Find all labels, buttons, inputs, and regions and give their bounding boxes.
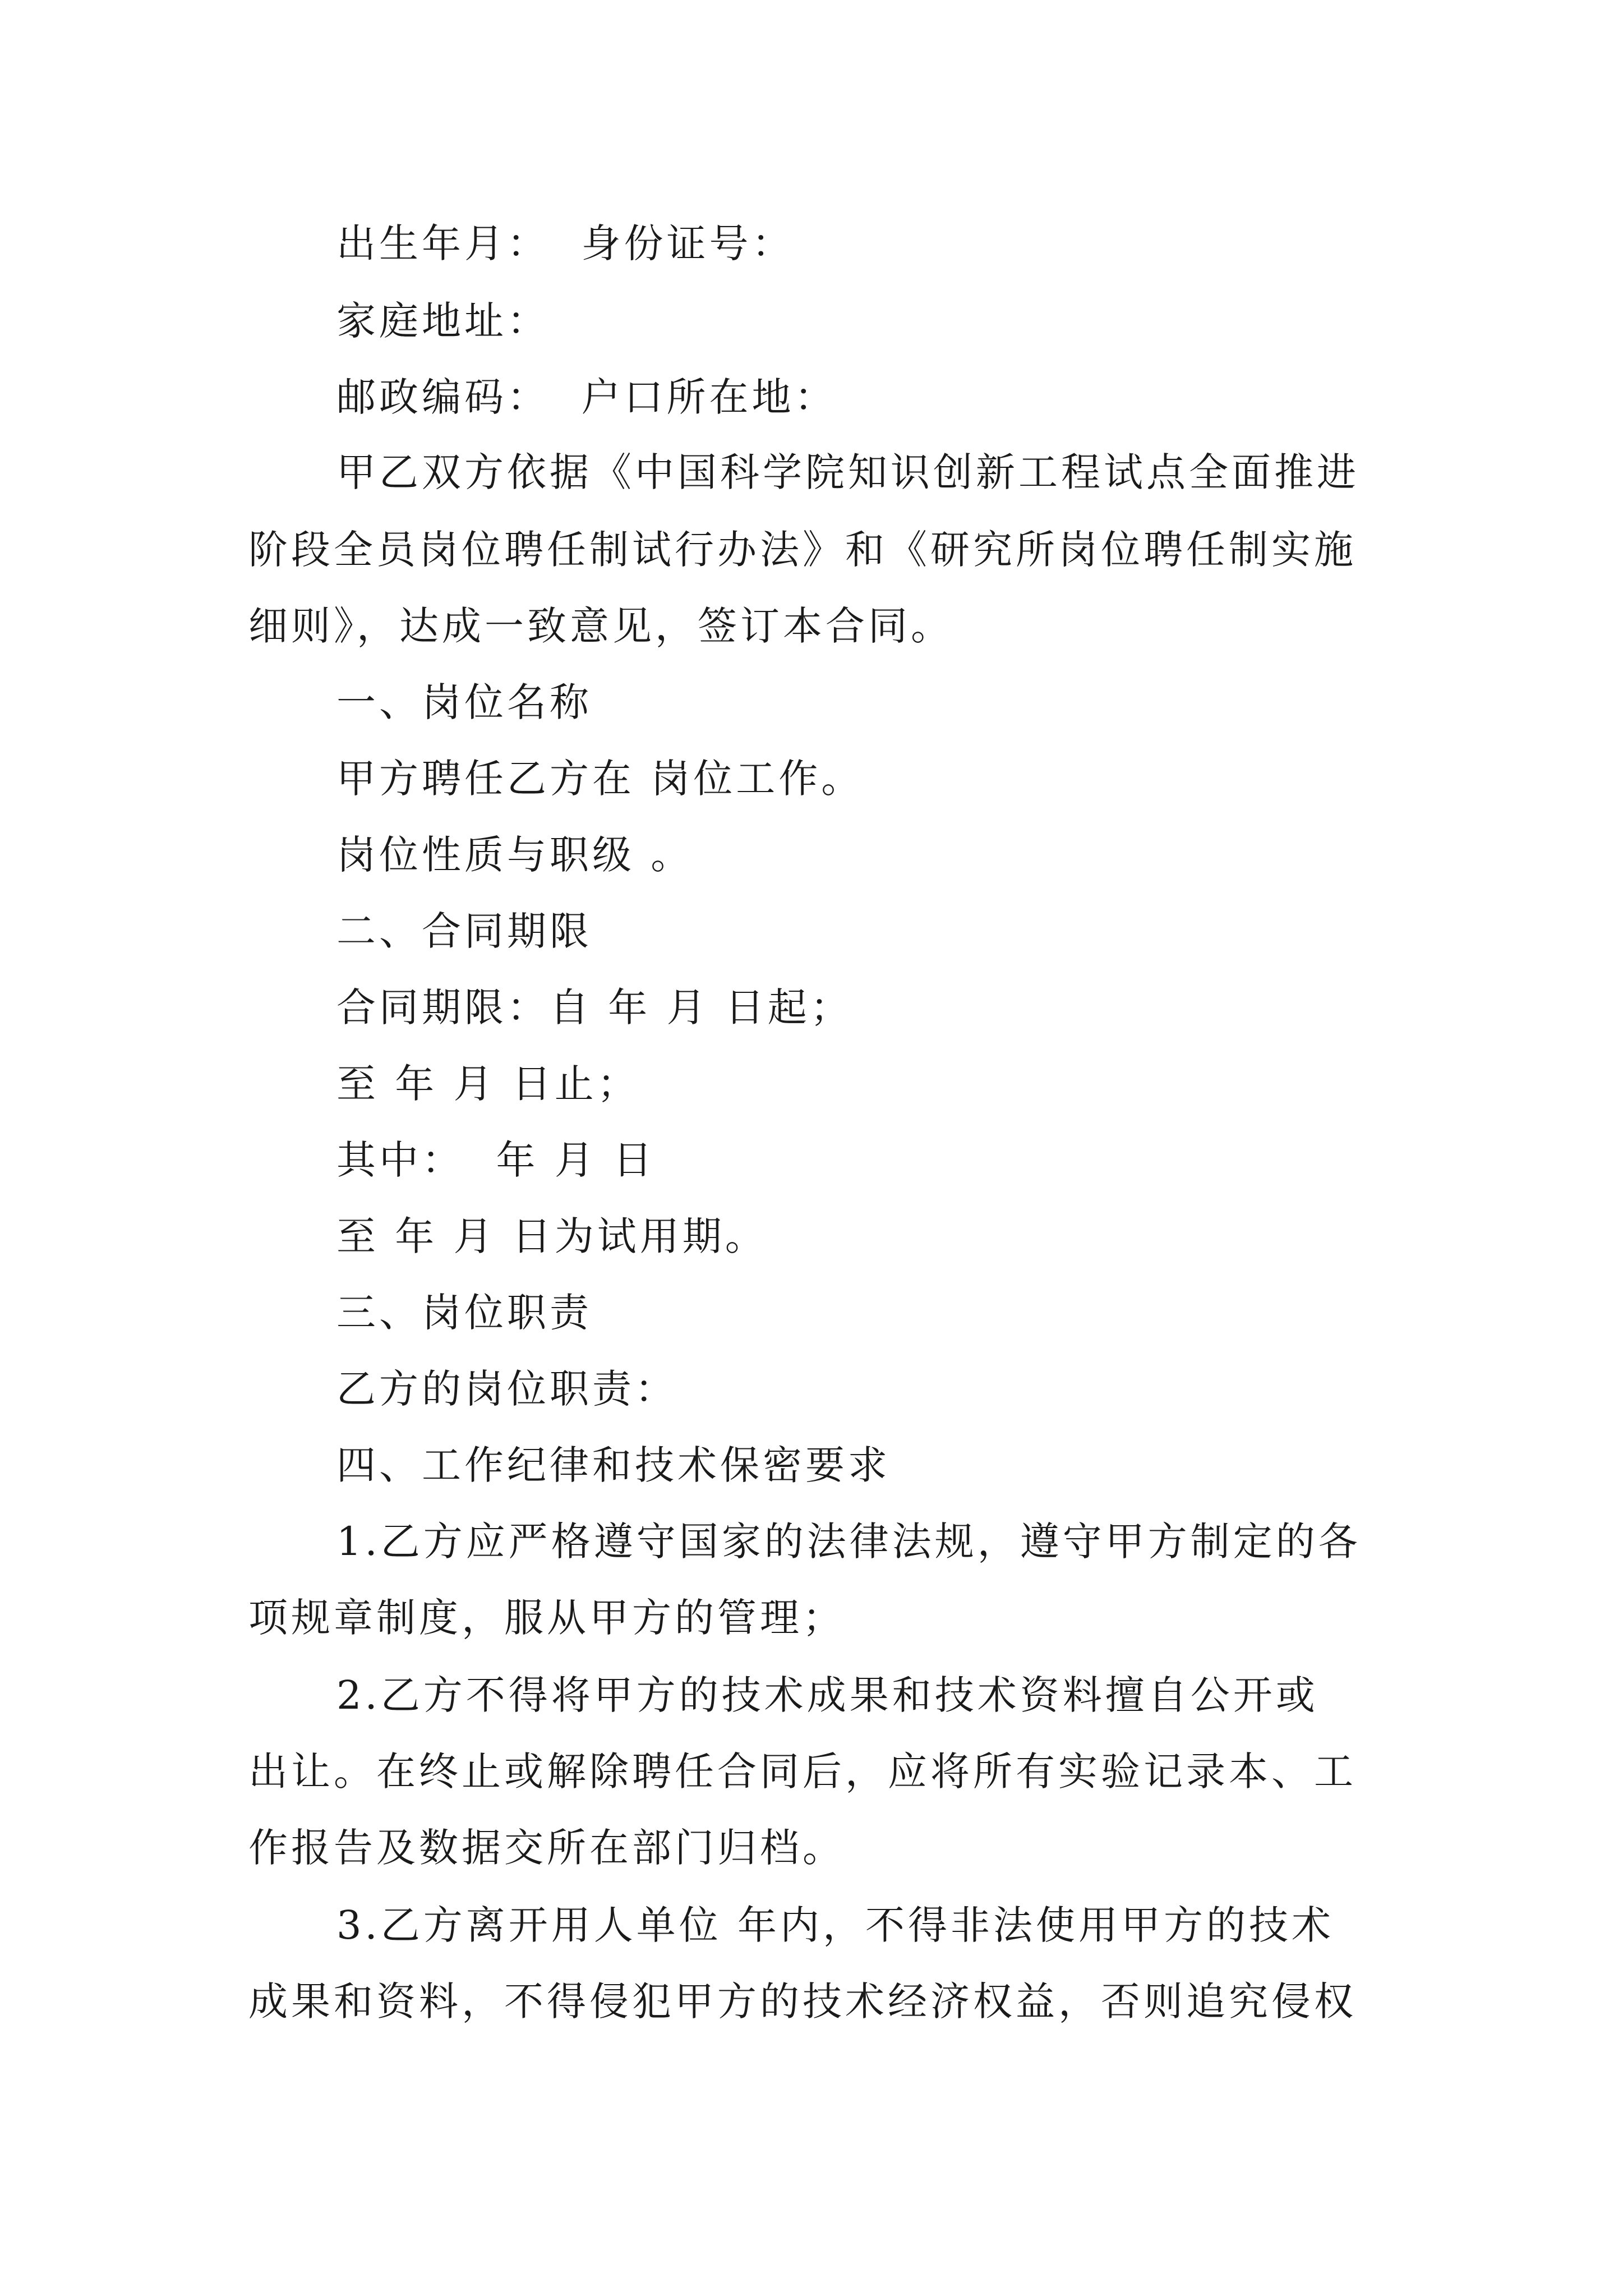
term-end-line: 至 年 月 日止； [336, 1061, 640, 1107]
clause-1-line-2: 项规章制度，服从甲方的管理； [248, 1595, 845, 1641]
clause-2-line-1: 2.乙方不得将甲方的技术成果和技术资料擅自公开或 [336, 1672, 1318, 1718]
postal-hukou-line: 邮政编码： 户口所在地： [336, 374, 837, 420]
preamble-line-3: 细则》，达成一致意见，签订本合同。 [248, 603, 953, 649]
section-heading-3: 三、岗位职责 [336, 1290, 592, 1336]
clause-2-line-3: 作报告及数据交所在部门归档。 [248, 1825, 845, 1871]
position-nature-line: 岗位性质与职级 。 [336, 832, 694, 878]
birth-id-line: 出生年月： 身份证号： [336, 220, 795, 266]
position-line: 甲方聘任乙方在 岗位工作。 [336, 756, 864, 802]
probation-end-line: 至 年 月 日为试用期。 [336, 1213, 768, 1259]
term-start-line: 合同期限：自 年 月 日起； [336, 984, 853, 1030]
probation-start-line: 其中： 年 月 日 [336, 1137, 656, 1183]
duties-line: 乙方的岗位职责： [336, 1366, 677, 1412]
preamble-line-2: 阶段全员岗位聘任制试行办法》和《研究所岗位聘任制实施 [248, 527, 1357, 573]
home-address-line: 家庭地址： [336, 298, 550, 344]
section-heading-1: 一、岗位名称 [336, 679, 592, 725]
preamble-line-1: 甲乙双方依据《中国科学院知识创新工程试点全面推进 [336, 449, 1359, 495]
clause-1-line-1: 1.乙方应严格遵守国家的法律法规，遵守甲方制定的各 [336, 1519, 1361, 1565]
section-heading-4: 四、工作纪律和技术保密要求 [336, 1442, 891, 1488]
clause-3-line-1: 3.乙方离开用人单位 年内，不得非法使用甲方的技术 [336, 1902, 1335, 1948]
clause-3-line-2: 成果和资料，不得侵犯甲方的技术经济权益，否则追究侵权 [248, 1978, 1357, 2024]
section-heading-2: 二、合同期限 [336, 908, 592, 954]
clause-2-line-2: 出让。在终止或解除聘任合同后，应将所有实验记录本、工 [248, 1749, 1357, 1795]
